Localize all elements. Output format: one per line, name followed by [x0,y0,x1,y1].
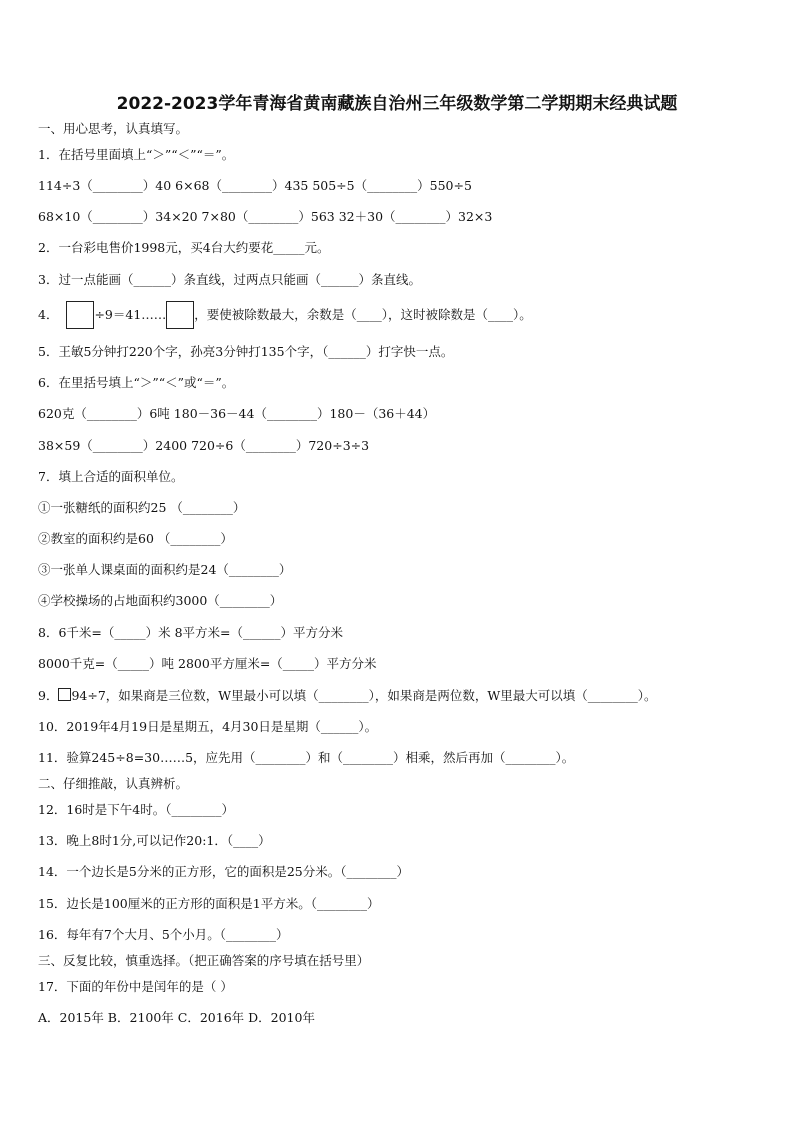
question-7-item-3: ③一张单人课桌面的面积约是24（________） [38,562,292,577]
question-4 [38,300,532,330]
question-7-item-4: ④学校操场的占地面积约3000（________） [38,593,283,608]
question-17: 17．下面的年份中是闰年的是（ ） [38,979,233,994]
question-4-rest: ，要使被除数最大，余数是（____），这时被除数是（____）。 [194,307,532,322]
section-heading-1: 一、用心思考，认真填写。 [38,121,189,136]
question-2: 2．一台彩电售价1998元，买4台大约要花_____元。 [38,240,330,255]
question-13: 13．晚上8时1分,可以记作20:1．（____） [38,833,271,848]
question-16: 16．每年有7个大月、5个小月。（________） [38,927,289,942]
section-heading-3: 三、反复比较，慎重选择。（把正确答案的序号填在括号里） [38,953,370,968]
question-17-options: A．2015年 B．2100年 C．2016年 D．2010年 [38,1010,315,1025]
question-9-text: 94÷7，如果商是三位数，W里最小可以填（________），如果商是两位数，W里最大可以填（________）。 [71,688,657,703]
question-10: 10．2019年4月19日是星期五，4月30日是星期（______）。 [38,719,378,734]
question-6: 6．在里括号填上“＞”“＜”或“＝”。 [38,375,235,390]
question-15: 15．边长是100厘米的正方形的面积是1平方米。（________） [38,896,380,911]
question-9-number: 9． [38,688,59,703]
section-heading-2: 二、仔细推敲，认真辨析。 [38,776,189,791]
question-1: 1．在括号里面填上“＞”“＜”“＝”。 [38,147,235,162]
question-14: 14．一个边长是5分米的正方形，它的面积是25分米。（________） [38,864,410,879]
question-3: 3．过一点能画（______）条直线，过两点只能画（______）条直线。 [38,272,421,287]
question-8-row-2: 8000千克=（_____）吨 2800平方厘米=（_____）平方分米 [38,656,377,671]
question-1-row-1: 114÷3（________）40 6×68（________）435 505÷5（________）550÷5 [38,178,472,193]
blank-box [58,688,71,701]
question-4-number: 4． [38,307,59,322]
question-7: 7．填上合适的面积单位。 [38,469,184,484]
blank-box [66,301,94,329]
question-6-row-1: 620克（________）6吨 180－36－44（________）180－（36＋44） [38,406,436,421]
question-12: 12．16时是下午4时。（________） [38,802,235,817]
question-5: 5．王敏5分钟打220个字，孙亮3分钟打135个字，（______）打字快一点。 [38,344,454,359]
question-7-item-1: ①一张糖纸的面积约25 （________） [38,500,246,515]
question-7-item-2: ②教室的面积约是60 （________） [38,531,233,546]
question-6-row-2: 38×59（________）2400 720÷6（________）720÷3÷3 [38,438,370,453]
question-8-row-1: 8．6千米=（_____）米 8平方米=（______）平方分米 [38,625,344,640]
page-title: 2022-2023学年青海省黄南藏族自治州三年级数学第二学期期末经典试题 [116,94,678,114]
question-4-middle: ÷9＝41…… [94,307,167,322]
question-1-row-2: 68×10（________）34×20 7×80（________）563 32＋30（________）32×3 [38,209,493,224]
question-11: 11．验算245÷8=30……5，应先用（________）和（________）相乘，然后再加（________）。 [38,750,575,765]
blank-box [166,301,194,329]
question-9 [38,688,656,704]
